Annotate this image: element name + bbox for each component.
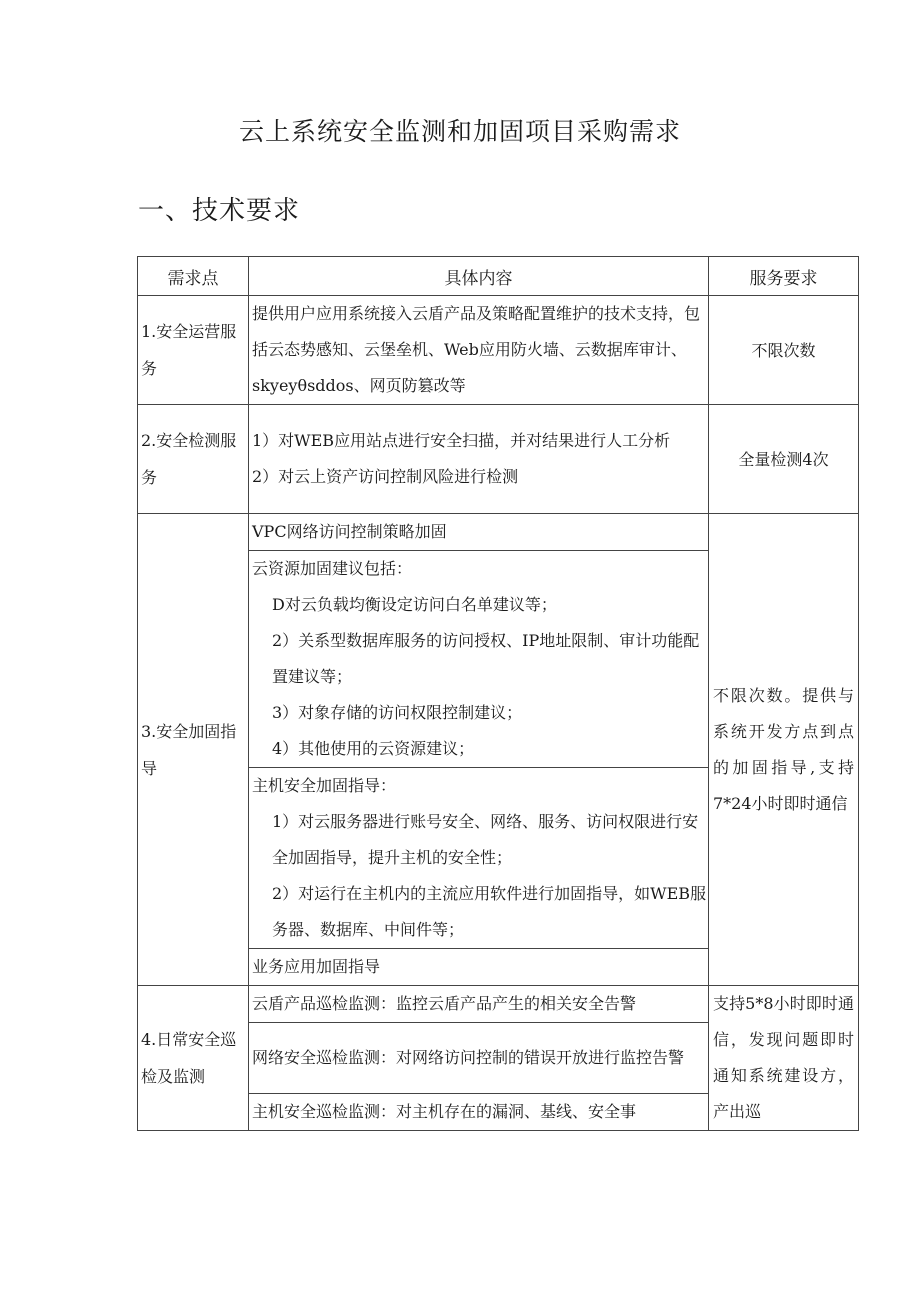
requirement-point: 4.日常安全巡检及监测 (138, 986, 249, 1131)
content-group-title: 云资源加固建议包括： (252, 559, 413, 578)
content-line: D对云负载均衡设定访问白名单建议等； (272, 595, 557, 614)
content-line: 网络安全巡检监测：对网络访问控制的错误开放进行监控告警 (249, 1023, 709, 1094)
requirement-point: 2.安全检测服务 (138, 405, 249, 514)
header-content: 具体内容 (249, 257, 709, 296)
document-title: 云上系统安全监测和加固项目采购需求 (238, 117, 681, 146)
section-heading: 一、技术要求 (138, 196, 301, 226)
content-line: 云盾产品巡检监测：监控云盾产品产生的相关安全告警 (249, 986, 709, 1023)
content-group (249, 768, 709, 949)
content-cell (249, 405, 709, 514)
content-group-title: 主机安全加固指导： (252, 776, 397, 795)
content-group (249, 551, 709, 768)
header-service: 服务要求 (709, 257, 859, 296)
service-cell: 不限次数。提供与系统开发方点到点的加固指导,支持7*24小时即时通信 (709, 514, 859, 986)
content-line: 3）对象存储的访问权限控制建议； (272, 703, 523, 722)
table-row (138, 986, 859, 1023)
table-row (138, 296, 859, 405)
content-group: VPC网络访问控制策略加固 (249, 514, 709, 551)
table-row (138, 514, 859, 551)
content-line: 4）其他使用的云资源建议； (272, 739, 475, 758)
table-row (138, 405, 859, 514)
content-line: 2）对运行在主机内的主流应用软件进行加固指导，如WEB服务器、数据库、中间件等； (272, 884, 707, 939)
service-cell: 全量检测4次 (709, 405, 859, 514)
service-cell: 支持5*8小时即时通信，发现问题即时通知系统建设方，产出巡 (709, 986, 859, 1131)
content-line: 主机安全巡检监测：对主机存在的漏洞、基线、安全事 (249, 1094, 709, 1131)
requirement-point: 3.安全加固指导 (138, 514, 249, 986)
header-requirement-point: 需求点 (138, 257, 249, 296)
requirement-point: 1.安全运营服务 (138, 296, 249, 405)
content-line: 2）关系型数据库服务的访问授权、IP地址限制、审计功能配置建议等； (272, 631, 700, 686)
content-cell: 提供用户应用系统接入云盾产品及策略配置维护的技术支持，包括云态势感知、云堡垒机、Web应用防火墙、云数据库审计、skyeyθsddos、网页防篡改等 (249, 296, 709, 405)
content-line: 2）对云上资产访问控制风险进行检测 (252, 467, 519, 486)
table-header-row (138, 257, 859, 296)
service-cell: 不限次数 (709, 296, 859, 405)
content-group: 业务应用加固指导 (249, 949, 709, 986)
content-line: 1）对云服务器进行账号安全、网络、服务、访问权限进行安全加固指导，提升主机的安全性； (272, 812, 699, 867)
requirements-table (137, 256, 859, 1131)
content-line: 1）对WEB应用站点进行安全扫描，并对结果进行人工分析 (252, 431, 671, 450)
